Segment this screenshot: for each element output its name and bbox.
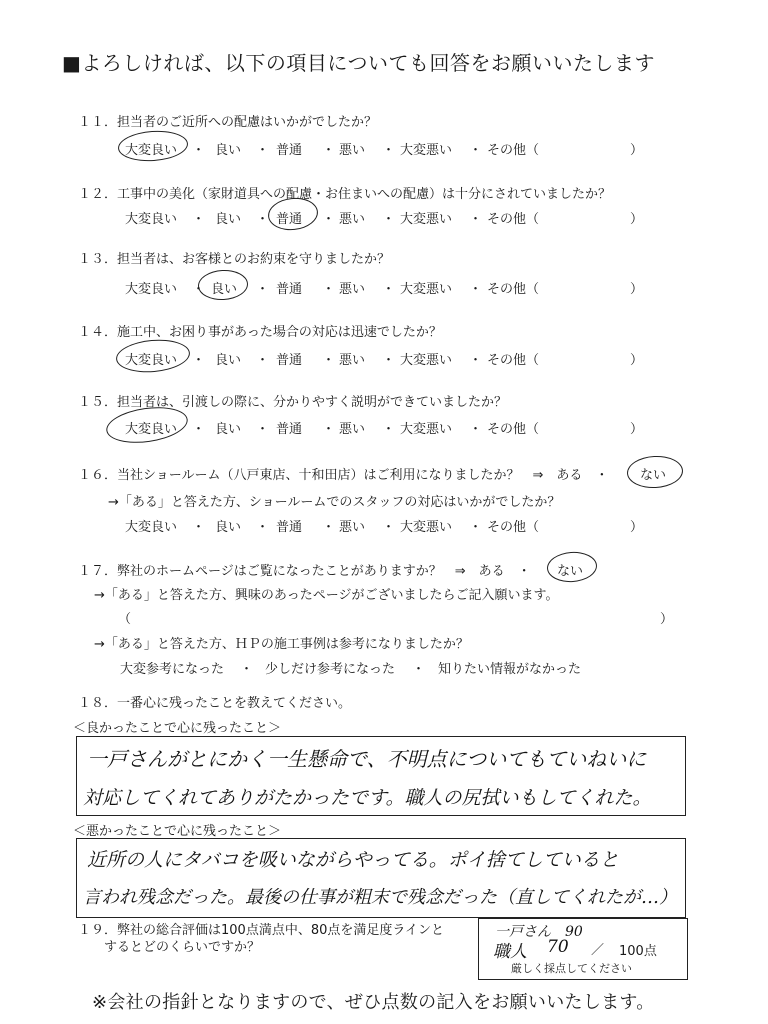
footer-note: ※会社の指針となりますので、ぜひ点数の記入をお願いいたします。 — [92, 992, 655, 1013]
question-17-sub1: →「ある」と答えた方、興味のあったページがございましたらご記入願います。 — [94, 588, 559, 603]
question-16: １６．当社ショールーム（八戸東店、十和田店）はご利用になりましたか？ ⇒ ある ・ — [78, 468, 609, 483]
separator: ・ — [256, 282, 270, 297]
separator: ・ — [382, 143, 396, 158]
question-18: １８．一番心に残ったことを教えてください。 — [78, 696, 352, 711]
option-very-good[interactable]: 大変良い — [125, 143, 178, 158]
separator: ・ — [469, 520, 483, 535]
separator: ・ — [192, 212, 206, 227]
option-other[interactable]: その他（ — [487, 143, 540, 158]
paren-close: ） — [630, 520, 644, 535]
score-staff: 一戸さん 90 — [495, 924, 583, 940]
separator: ・ — [469, 422, 483, 437]
option-good[interactable]: 良い — [215, 353, 242, 368]
option-good[interactable]: 良い — [211, 282, 238, 297]
separator: ・ — [256, 353, 270, 368]
option-other[interactable]: その他（ — [487, 520, 540, 535]
score-craftsman-value: 70 — [547, 937, 569, 957]
separator: ・ — [469, 212, 483, 227]
paren-open: （ — [118, 612, 132, 627]
score-craftsman-label: 職人 — [493, 942, 527, 962]
bad-comment-line-2: 言われ残念だった。最後の仕事が粗末で残念だった（直してくれたが…） — [83, 887, 677, 908]
option-good[interactable]: 良い — [215, 422, 242, 437]
answer-circle — [626, 455, 684, 490]
separator: ・ — [256, 143, 270, 158]
separator: ・ — [192, 520, 206, 535]
separator: ・ — [322, 353, 336, 368]
option-other[interactable]: その他（ — [487, 422, 540, 437]
separator: ・ — [240, 662, 254, 677]
option-bad[interactable]: 悪い — [339, 143, 366, 158]
option-other[interactable]: その他（ — [487, 353, 540, 368]
answer-none[interactable]: ない — [557, 564, 584, 579]
good-comment-box[interactable] — [76, 736, 686, 816]
option-no-info[interactable]: 知りたい情報がなかった — [438, 662, 582, 677]
option-average[interactable]: 普通 — [276, 282, 303, 297]
answer-circle — [115, 337, 192, 375]
answer-circle — [197, 269, 249, 302]
question-14: １４．施工中、お困り事があった場合の対応は迅速でしたか？ — [78, 325, 442, 340]
paren-close: ） — [630, 353, 644, 368]
question-16-sub: →「ある」と答えた方、ショールームでのスタッフの対応はいかがでしたか？ — [108, 495, 561, 510]
score-note: 厳しく採点してください — [511, 962, 632, 975]
option-other[interactable]: その他（ — [487, 282, 540, 297]
good-label: ＜良かったことで心に残ったこと＞ — [73, 721, 282, 736]
option-bad[interactable]: 悪い — [339, 422, 366, 437]
separator: ・ — [256, 422, 270, 437]
option-bad[interactable]: 悪い — [339, 282, 366, 297]
answer-circle — [546, 550, 598, 583]
question-17: １７．弊社のホームページはご覧になったことがありますか？ ⇒ ある ・ — [78, 564, 531, 579]
option-very-good[interactable]: 大変良い — [125, 282, 178, 297]
answer-circle — [117, 129, 189, 164]
page-header: ■よろしければ、以下の項目についても回答をお願いいたします — [62, 51, 655, 75]
option-very-bad[interactable]: 大変悪い — [400, 282, 453, 297]
separator: ・ — [192, 422, 206, 437]
option-average[interactable]: 普通 — [276, 143, 303, 158]
separator: ・ — [382, 282, 396, 297]
option-very-good[interactable]: 大変良い — [125, 353, 178, 368]
score-box[interactable] — [478, 918, 688, 980]
paren-close: ） — [630, 143, 644, 158]
good-comment-line-1: 一戸さんがとにかく一生懸命で、不明点についてもていねいに — [87, 747, 647, 771]
bad-comment-box[interactable] — [76, 838, 686, 918]
separator: ・ — [256, 520, 270, 535]
paren-close: ） — [630, 212, 644, 227]
separator: ・ — [322, 282, 336, 297]
separator: ・ — [192, 282, 206, 297]
separator: ・ — [192, 143, 206, 158]
question-15: １５．担当者は、引渡しの際に、分かりやすく説明ができていましたか？ — [78, 395, 508, 410]
separator: ・ — [469, 282, 483, 297]
paren-close: ） — [660, 612, 674, 627]
question-11: １１．担当者のご近所への配慮はいかがでしたか？ — [78, 115, 378, 130]
option-very-bad[interactable]: 大変悪い — [400, 143, 453, 158]
question-19-line-1: １９．弊社の総合評価は100点満点中、80点を満足度ラインと — [78, 923, 444, 938]
option-good[interactable]: 良い — [215, 212, 242, 227]
answer-none[interactable]: ない — [640, 468, 667, 483]
option-good[interactable]: 良い — [215, 143, 242, 158]
question-13: １３．担当者は、お客様とのお約束を守りましたか？ — [78, 252, 391, 267]
option-average[interactable]: 普通 — [276, 353, 303, 368]
option-slightly-helpful[interactable]: 少しだけ参考になった — [265, 662, 396, 677]
option-very-bad[interactable]: 大変悪い — [400, 353, 453, 368]
separator: ・ — [322, 520, 336, 535]
separator: ・ — [382, 422, 396, 437]
option-very-good[interactable]: 大変良い — [125, 520, 178, 535]
score-max: 100点 — [619, 944, 657, 959]
separator: ・ — [322, 422, 336, 437]
option-very-good[interactable]: 大変良い — [125, 422, 178, 437]
option-average[interactable]: 普通 — [276, 212, 303, 227]
separator: ・ — [192, 353, 206, 368]
score-slash: ／ — [591, 943, 605, 958]
option-average[interactable]: 普通 — [276, 520, 303, 535]
paren-close: ） — [630, 282, 644, 297]
separator: ・ — [382, 353, 396, 368]
option-bad[interactable]: 悪い — [339, 353, 366, 368]
paren-close: ） — [630, 422, 644, 437]
question-19-line-2: するとどのくらいですか？ — [104, 940, 261, 955]
option-very-helpful[interactable]: 大変参考になった — [120, 662, 225, 677]
option-very-bad[interactable]: 大変悪い — [400, 212, 453, 227]
option-other[interactable]: その他（ — [487, 212, 540, 227]
option-very-bad[interactable]: 大変悪い — [400, 422, 453, 437]
option-very-bad[interactable]: 大変悪い — [400, 520, 453, 535]
separator: ・ — [256, 212, 270, 227]
question-17-sub2: →「ある」と答えた方、ＨＰの施工事例は参考になりましたか？ — [94, 637, 469, 652]
separator: ・ — [412, 662, 426, 677]
bad-comment-line-1: 近所の人にタバコを吸いながらやってる。ポイ捨てしていると — [87, 849, 619, 871]
separator: ・ — [382, 520, 396, 535]
option-good[interactable]: 良い — [215, 520, 242, 535]
separator: ・ — [469, 143, 483, 158]
option-very-good[interactable]: 大変良い — [125, 212, 178, 227]
good-comment-line-2: 対応してくれてありがたかったです。職人の尻拭いもしてくれた。 — [83, 787, 652, 809]
separator: ・ — [469, 353, 483, 368]
option-bad[interactable]: 悪い — [339, 520, 366, 535]
option-average[interactable]: 普通 — [276, 422, 303, 437]
option-bad[interactable]: 悪い — [339, 212, 366, 227]
separator: ・ — [382, 212, 396, 227]
question-12: １２．工事中の美化（家財道具への配慮・お住まいへの配慮）は十分にされていましたか？ — [78, 187, 612, 202]
bad-label: ＜悪かったことで心に残ったこと＞ — [73, 824, 282, 839]
separator: ・ — [322, 212, 336, 227]
separator: ・ — [322, 143, 336, 158]
